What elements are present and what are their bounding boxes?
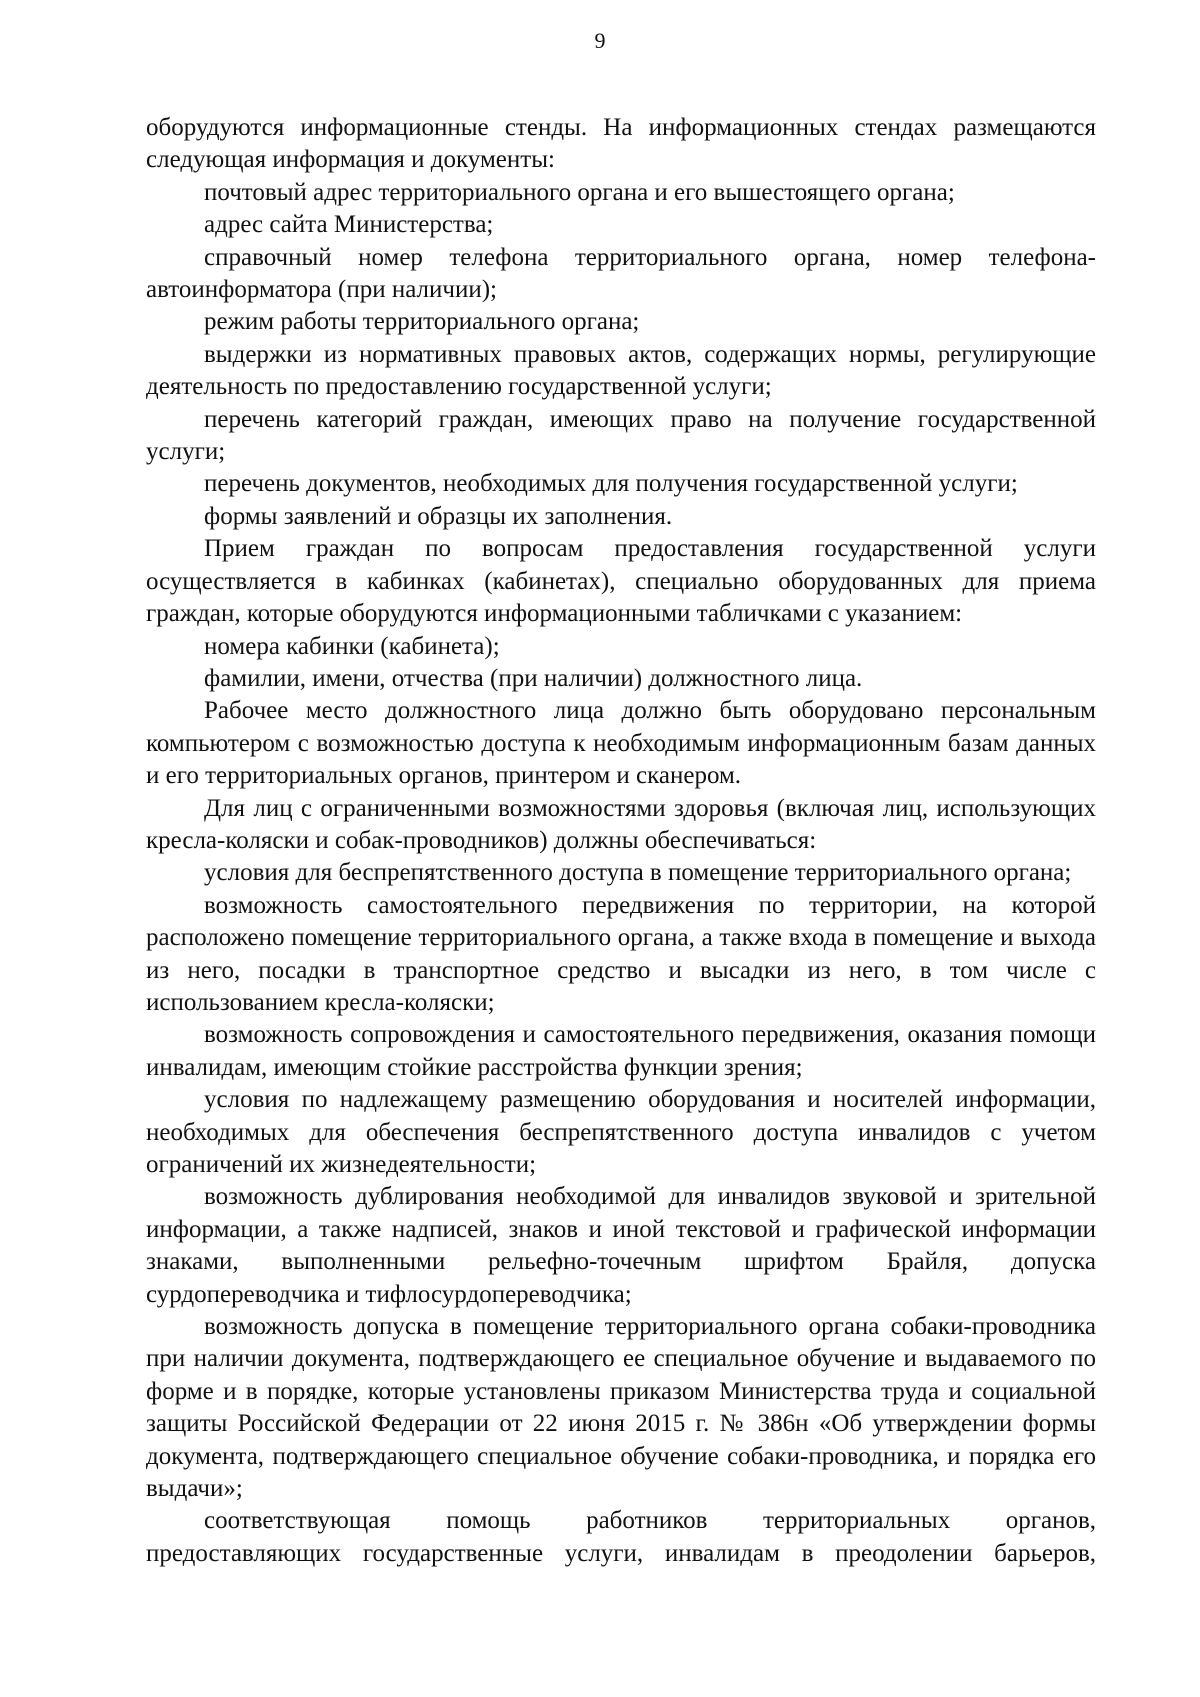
paragraph: условия для беспрепятственного доступа в помещение территориального органа; [204,859,1072,887]
paragraph: Рабочее место должностного лица должно быть оборудовано персональным компьютером с возможностью доступа к необходимым информационным базам данных и его территориальных органов, принтером и сканером. [146,697,1096,790]
paragraph: возможность сопровождения и самостоятельного передвижения, оказания помощи инвалидам, имеющим стойкие расстройства функции зрения; [146,1021,1096,1081]
paragraph: возможность дублирования необходимой для инвалидов звуковой и зрительной информации, а также надписей, знаков и иной текстовой и графической информации знаками, выполненными рельефно-точечным шрифтом Брайля, допуска сурдопереводчика и тифлосурдопереводчика; [146,1183,1096,1308]
paragraph: режим работы территориального органа; [204,308,640,336]
paragraph: перечень категорий граждан, имеющих право на получение государственной услуги; [146,405,1096,466]
paragraph: условия по надлежащему размещению оборудования и носителей информации, необходимых для обеспечения беспрепятственного доступа инвалидов с учетом ограничений их жизнедеятельности; [146,1086,1096,1178]
body-text [146,112,1096,1570]
paragraph: возможность допуска в помещение территориального органа собаки-проводника при наличии документа, подтверждающего ее специальное обучение и выдаваемого по форме и в порядке, которые установлены приказом Министерства труда и социальной защиты Российской Федерации от 22 июня 2015 г. № 386н «Об утверждении формы документа, подтверждающего специальное обучение собаки-проводника, и порядка его выдачи»; [146,1313,1096,1503]
paragraph: номера кабинки (кабинета); [204,632,500,660]
paragraph: адрес сайта Министерства; [204,211,494,239]
paragraph: возможность самостоятельного передвижения по территории, на которой расположено помещение территориального органа, а также входа в помещение и выхода из него, посадки в транспортное средство и высадки из него, в том числе с использованием кресла-коляски; [146,891,1096,1016]
paragraph: почтовый адрес территориального органа и его вышестоящего органа; [204,178,955,206]
page-number: 9 [594,28,606,53]
paragraph: соответствующая помощь работников территориальных органов, предоставляющих государственные услуги, инвалидам в преодолении барьеров, [146,1507,1096,1567]
paragraph: фамилии, имени, отчества (при наличии) должностного лица. [204,664,863,692]
paragraph: справочный номер телефона территориального органа, номер телефона-автоинформатора (при наличии); [146,243,1096,304]
paragraph: Для лиц с ограниченными возможностями здоровья (включая лиц, использующих кресла-коляски и собак-проводников) должны обеспечиваться: [146,794,1096,854]
paragraph: выдержки из нормативных правовых актов, содержащих нормы, регулирующие деятельность по предоставлению государственной услуги; [146,340,1096,401]
paragraph: формы заявлений и образцы их заполнения. [204,502,673,530]
paragraph: Прием граждан по вопросам предоставления государственной услуги осуществляется в кабинках (кабинетах), специально оборудованных для приема граждан, которые оборудуются информационными табличками с указанием: [146,535,1096,628]
paragraph: перечень документов, необходимых для получения государственной услуги; [204,470,1018,498]
paragraph: оборудуются информационные стенды. На информационных стендах размещаются следующая информация и документы: [146,114,1096,174]
